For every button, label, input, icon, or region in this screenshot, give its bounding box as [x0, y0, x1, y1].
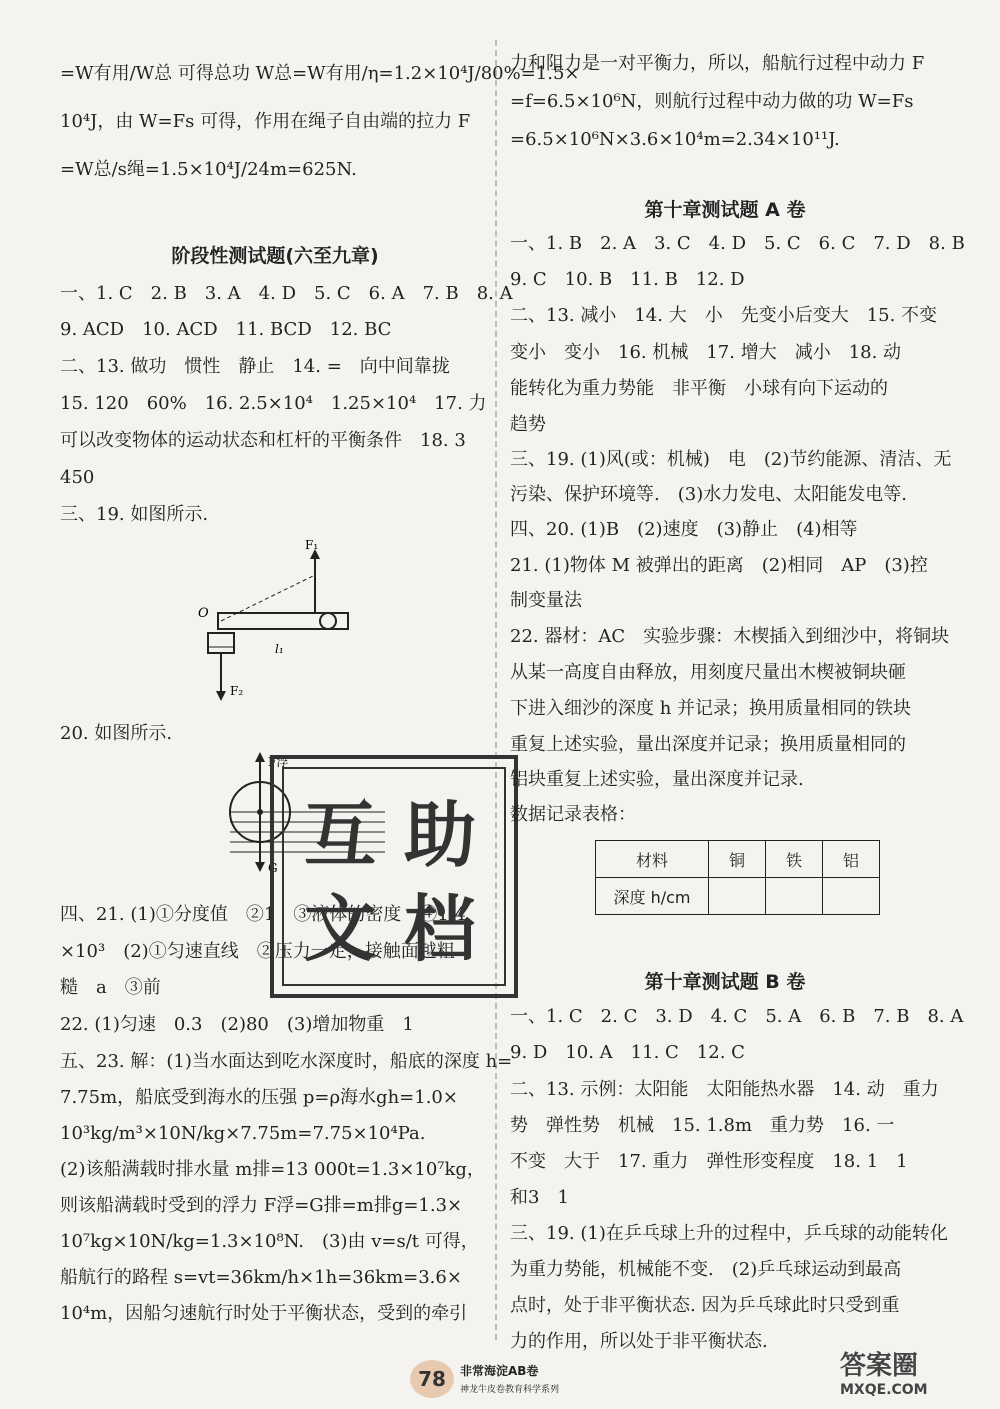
answer-line: 力的作用，所以处于非平衡状态.: [510, 1331, 768, 1352]
table-cell: 深度 h/cm: [596, 878, 709, 915]
answer-line: 三、19. 如图所示.: [60, 504, 209, 525]
text-line: =W有用/W总 可得总功 W总=W有用/η=1.2×10⁴J/80%=1.5×: [60, 63, 580, 84]
stamp-char: 文: [304, 887, 377, 971]
answer-line: ×10³ (2)①匀速直线 ②压力一定，接触面越粗: [60, 941, 455, 962]
text-line: =f=6.5×10⁶N，则航行过程中动力做的功 W=Fs: [510, 91, 914, 112]
label-g: G: [268, 861, 278, 875]
answer-line: 一、1. B 2. A 3. C 4. D 5. C 6. C 7. D 8. B: [510, 233, 965, 254]
page-number: 78: [410, 1360, 454, 1398]
answer-line: 可以改变物体的运动状态和杠杆的平衡条件 18. 3: [60, 430, 466, 451]
lever-figure: [190, 535, 410, 705]
text-line: 10⁴J，由 W=Fs 可得，作用在绳子自由端的拉力 F: [60, 111, 471, 132]
answer-line: 三、19. (1)风(或：机械) 电 (2)节约能源、清洁、无: [510, 449, 952, 470]
table-row: [596, 878, 880, 915]
label-fbuoy: F浮: [268, 755, 289, 769]
site-watermark: [840, 1345, 928, 1398]
answer-line: 一、1. C 2. B 3. A 4. D 5. C 6. A 7. B 8. A: [60, 283, 513, 304]
stamp-char: 档: [404, 887, 477, 971]
answer-line: 二、13. 示例：太阳能 太阳能热水器 14. 动 重力: [510, 1079, 939, 1100]
section-title-b: 第十章测试题 B 卷: [644, 971, 806, 993]
answer-line: 能转化为重力势能 非平衡 小球有向下运动的: [510, 378, 888, 399]
stamp-char: 互: [304, 793, 377, 877]
answer-line: 22. (1)匀速 0.3 (2)80 (3)增加物重 1: [60, 1014, 414, 1035]
answer-line: 7.75m，船底受到海水的压强 p=ρ海水gh=1.0×: [60, 1087, 458, 1108]
answer-line: 铝块重复上述实验，量出深度并记录.: [510, 769, 804, 790]
answer-line: 二、13. 减小 14. 大 小 先变小后变大 15. 不变: [510, 305, 938, 326]
label-l1: l₁: [275, 642, 284, 656]
answer-line: 9. C 10. B 11. B 12. D: [510, 269, 745, 290]
answer-line: 五、23. 解：(1)当水面达到吃水深度时，船底的深度 h=: [60, 1051, 513, 1072]
section-title-a: 第十章测试题 A 卷: [644, 199, 806, 221]
answer-line: 10⁷kg×10N/kg=1.3×10⁸N. (3)由 v=s/t 可得，: [60, 1231, 479, 1252]
stamp-char: 助: [404, 793, 477, 877]
data-table: [595, 840, 880, 915]
answer-line: 和3 1: [510, 1187, 569, 1208]
answer-line: 22. 器材：AC 实验步骤：木楔插入到细沙中，将铜块: [510, 626, 950, 647]
table-cell: 铜: [709, 841, 766, 878]
answer-line: 三、19. (1)在乒乓球上升的过程中，乒乓球的动能转化: [510, 1223, 948, 1244]
table-header-row: [596, 841, 880, 878]
answer-line: 变小 变小 16. 机械 17. 增大 减小 18. 动: [510, 342, 902, 363]
answer-line: 则该船满载时受到的浮力 F浮=G排=m排g=1.3×: [60, 1195, 463, 1216]
answer-line: 制变量法: [510, 590, 582, 611]
answer-line: 重复上述实验，量出深度并记录；换用质量相同的: [510, 734, 906, 755]
table-cell: 铁: [766, 841, 823, 878]
answer-line: 势 弹性势 机械 15. 1.8m 重力势 16. 一: [510, 1115, 895, 1136]
text-line: 力和阻力是一对平衡力，所以，船航行过程中动力 F: [510, 53, 925, 74]
series-subtitle: 神龙牛皮卷教育科学系列: [460, 1385, 560, 1395]
answer-line: 从某一高度自由释放，用刻度尺量出木楔被铜块砸: [510, 662, 906, 683]
answer-line: 9. D 10. A 11. C 12. C: [510, 1042, 745, 1063]
table-cell: [709, 878, 766, 915]
text-line: =6.5×10⁶N×3.6×10⁴m=2.34×10¹¹J.: [510, 129, 840, 150]
answer-line: 污染、保护环境等. (3)水力发电、太阳能发电等.: [510, 484, 907, 505]
answer-line: 二、13. 做功 惯性 静止 14. = 向中间靠拢: [60, 356, 450, 377]
answer-line: 一、1. C 2. C 3. D 4. C 5. A 6. B 7. B 8. A: [510, 1006, 964, 1027]
stamp-watermark: [270, 755, 518, 998]
answer-line: 9. ACD 10. ACD 11. BCD 12. BC: [60, 319, 392, 340]
table-cell: [823, 878, 880, 915]
answer-line: 下进入细沙的深度 h 并记录；换用质量相同的铁块: [510, 698, 912, 719]
answer-line: 点时，处于非平衡状态. 因为乒乓球此时只受到重: [510, 1295, 900, 1316]
answer-line: 数据记录表格：: [510, 804, 636, 825]
label-f1: F₁: [305, 538, 319, 552]
table-cell: 铝: [823, 841, 880, 878]
label-o: O: [198, 606, 209, 621]
answer-line: 21. (1)物体 M 被弹出的距离 (2)相同 AP (3)控: [510, 555, 928, 576]
table-cell: [766, 878, 823, 915]
series-title: 非常海淀AB卷: [460, 1364, 539, 1378]
watermark-url: MXQE.COM: [840, 1382, 928, 1398]
answer-line: 不变 大于 17. 重力 弹性形变程度 18. 1 1: [510, 1151, 908, 1172]
answer-line: 15. 120 60% 16. 2.5×10⁴ 1.25×10⁴ 17. 力: [60, 393, 487, 414]
answer-line: 趋势: [510, 414, 546, 435]
answer-line: 船航行的路程 s=vt=36km/h×1h=36km=3.6×: [60, 1267, 462, 1288]
answer-line: 四、20. (1)B (2)速度 (3)静止 (4)相等: [510, 519, 858, 540]
answer-line: 为重力势能，机械能不变. (2)乒乓球运动到最高: [510, 1259, 902, 1280]
answer-line: 10⁴m，因船匀速航行时处于平衡状态，受到的牵引: [60, 1303, 468, 1324]
answer-line: (2)该船满载时排水量 m排=13 000t=1.3×10⁷kg，: [60, 1159, 485, 1180]
answer-line: 450: [60, 467, 95, 488]
answer-line: 糙 a ③前: [60, 977, 161, 998]
table-cell: 材料: [596, 841, 709, 878]
answer-line: 10³kg/m³×10N/kg×7.75m=7.75×10⁴Pa.: [60, 1123, 426, 1144]
watermark-text: 答案圈: [840, 1351, 919, 1381]
label-f2: F₂: [230, 684, 244, 698]
text-line: =W总/s绳=1.5×10⁴J/24m=625N.: [60, 159, 357, 180]
answer-line: 20. 如图所示.: [60, 723, 173, 744]
section-title: 阶段性测试题(六至九章): [171, 245, 379, 267]
answer-line: 四、21. (1)①分度值 ②1 ③液体的密度 ④1.4: [60, 904, 466, 925]
column-divider: [495, 40, 497, 1340]
